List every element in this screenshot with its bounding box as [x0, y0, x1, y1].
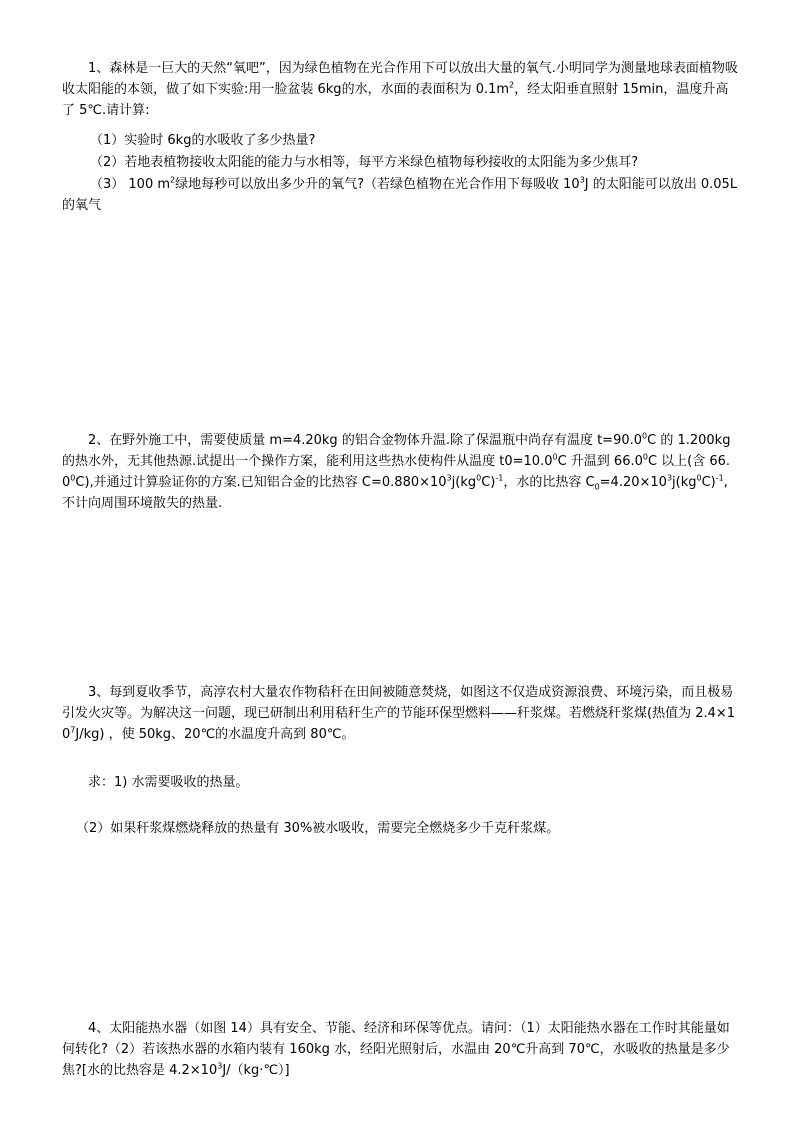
- question-3-intro: 3、每到夏收季节，高淳农村大量农作物秸秆在田间被随意焚烧，如图这不仅造成资源浪费、环境污染，而且极易引发火灾等。为解决这一问题，现已研制出利用秸秆生产的节能环保型燃料——秆浆煤。若燃烧秆浆煤(热值为 $2.4\times 10^7J/kg$) ，使 50kg、20℃的水温度升高到 80℃。: [62, 685, 736, 742]
- question-1-part-2: （2）若地表植物接收太阳能的能力与水相等，每平方米绿色植物每秒接收的太阳能为多少焦耳?: [90, 155, 639, 170]
- question-3-part-2: （2）如果秆浆煤燃烧释放的热量有 30%被水吸收，需要完全燃烧多少千克秆浆煤。: [76, 821, 560, 836]
- question-4-text: 4、太阳能热水器（如图 14）具有安全、节能、经济和环保等优点。请问：（1）太阳能热水器在工作时其能量如何转化?（2）若该热水器的水箱内装有 160kg 水，经阳光照射后，水温由 20℃升高到 70℃，水吸收的热量是多少焦?[水的比热容是 $4.2\times 10^3J/(kg\cdot℃)$]: [62, 1021, 730, 1078]
- question-2-text: 2、在野外施工中，需要使质量 m=4.20kg 的铝合金物体升温.除了保温瓶中尚存有温度 $t=90.0^0C$ 的 1.200kg 的热水外，无其他热源.试提出一个操作方案，能利用这些热水使构件从温度 $t0=10.0^0C$ 升温到 66.0$^0$C 以上(含 66.0$^0$C),并通过计算验证你的方案.已知铝合金的比热容 $C=0.880\times 10^3j(kg^0C)^{-1}$，水的比热容 $C_0=4.20\times 10^3j(kg^0C)^{-1}$,不计向周围环境散失的热量.: [62, 431, 731, 511]
- question-3-ask: 求：1) 水需要吸收的热量。: [88, 775, 249, 790]
- question-1-intro: 1、森林是一巨大的天然“氧吧”，因为绿色植物在光合作用下可以放出大量的氧气.小明同学为测量地球表面植物吸收太阳能的本领，做了如下实验:用一脸盆装 6kg的水，水面的表面积为 $0.1m^2$，经太阳垂直照射 15min，温度升高了 5℃.请计算:: [62, 61, 738, 118]
- question-1-part-3: （3） 100 $m^2$绿地每秒可以放出多少升的氧气?（若绿色植物在光合作用下每吸收 $10^3J$ 的太阳能可以放出 0.05L 的氧气: [62, 175, 738, 213]
- question-1-part-1: （1）实验时 6kg的水吸收了多少热量?: [90, 133, 316, 148]
